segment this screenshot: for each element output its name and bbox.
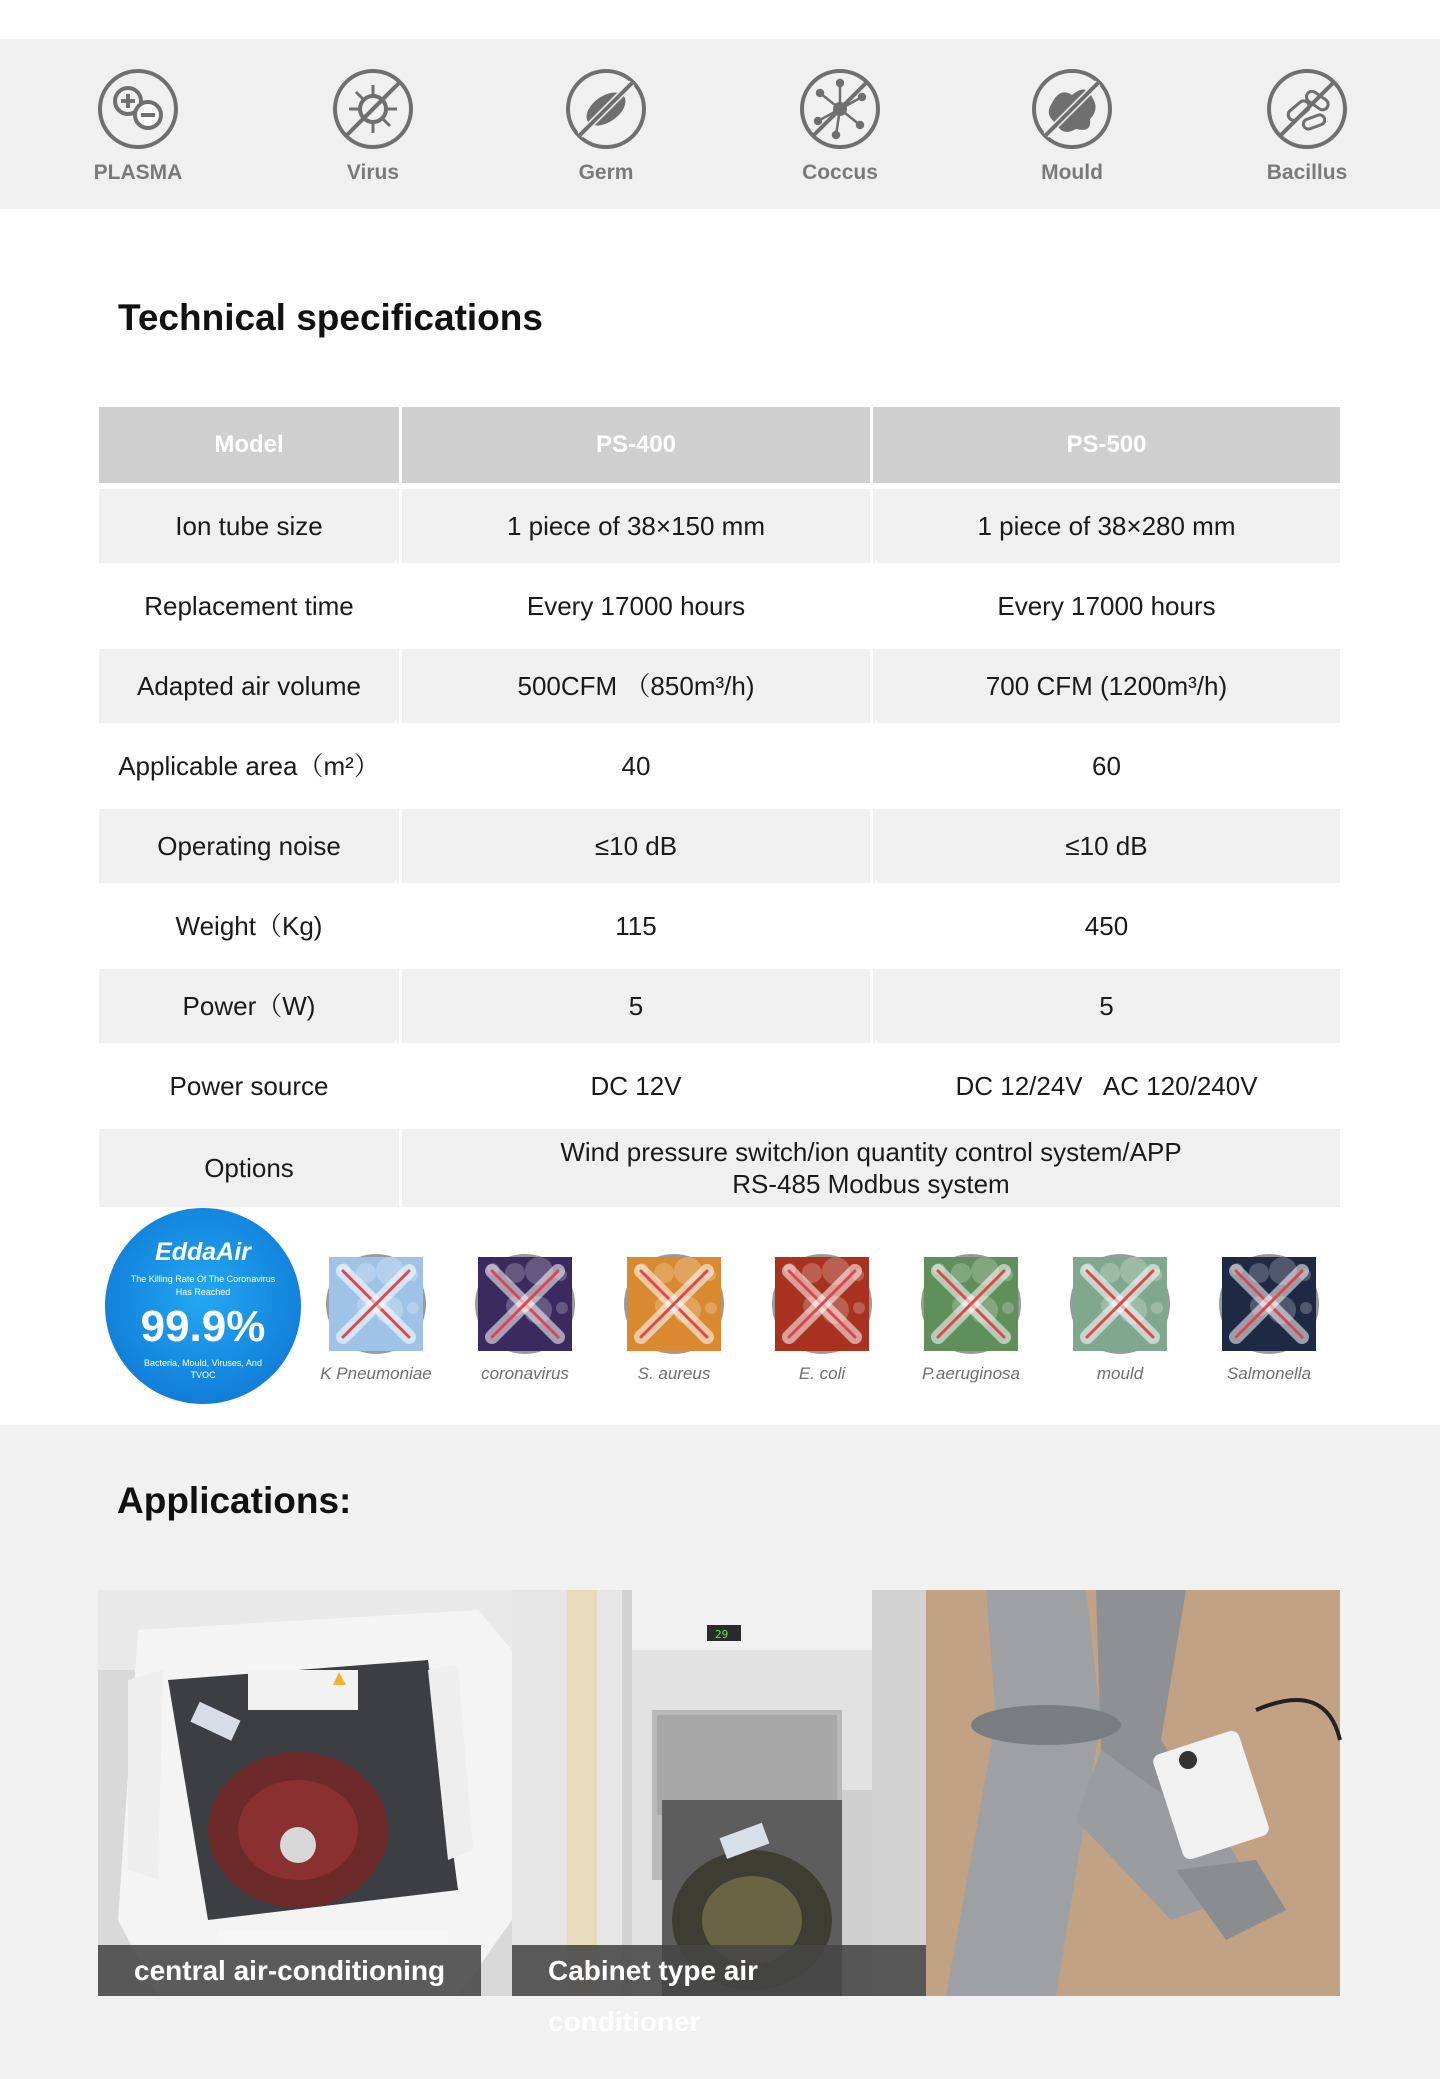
germ-item (747, 1254, 897, 1384)
germ-cross-icon (329, 1257, 423, 1351)
germ-image (772, 1254, 872, 1354)
germ-label: K Pneumoniae (320, 1364, 432, 1383)
spec-row (99, 649, 1340, 723)
pathogen-plasma (58, 67, 218, 185)
badge-footer: Bacteria, Mould, Viruses, And TVOC (144, 1358, 262, 1380)
spec-value-ps500: 1 piece of 38×280 mm (870, 489, 1340, 563)
germ-item (599, 1254, 749, 1384)
spec-row (99, 729, 1340, 803)
badge-brand-logo: EddaAir (155, 1238, 251, 1266)
spec-value-ps400: 5 (399, 969, 870, 1043)
spec-options-label: Options (99, 1129, 399, 1207)
germ-cross-icon (627, 1257, 721, 1351)
pathogen-label: Germ (578, 161, 634, 184)
photo-central-ac (98, 1590, 512, 1996)
svg-text:29: 29 (715, 1628, 729, 1641)
spec-value-ps500: 5 (870, 969, 1340, 1043)
plasma-icon (96, 67, 180, 151)
photo-duct (926, 1590, 1340, 1996)
spec-row-label: Power source (169, 1071, 329, 1101)
mould-icon (1030, 67, 1114, 151)
spec-row-label: Power（W) (99, 969, 399, 1043)
spec-options-value (399, 1129, 1340, 1207)
germ-item (896, 1254, 1046, 1384)
spec-row-label: Applicable area（m²） (118, 751, 380, 781)
cabinet-ac-image (512, 1590, 926, 1996)
germ-item (450, 1254, 600, 1384)
pathogen-virus (293, 67, 453, 185)
badge-subtitle: The Killing Rate Of The Coronavirus Has Reached (130, 1274, 276, 1297)
germ-image (1070, 1254, 1170, 1354)
spec-value-ps400: 40 (399, 729, 870, 803)
bacillus-icon (1265, 67, 1349, 151)
germ-icon (564, 67, 648, 151)
pathogen-coccus (760, 67, 920, 185)
spec-header-ps400: PS-400 (399, 407, 870, 483)
kill-rate-badge (105, 1208, 301, 1404)
germ-label: mould (1096, 1364, 1144, 1383)
germ-item (1045, 1254, 1195, 1384)
spec-row-label: Ion tube size (99, 489, 399, 563)
spec-row-label: Adapted air volume (99, 649, 399, 723)
badge-rate: 99.9% (140, 1302, 266, 1351)
spec-value-ps500: 450 (870, 889, 1340, 963)
germ-cross-icon (775, 1257, 869, 1351)
germ-cross-icon (1222, 1257, 1316, 1351)
virus-icon (331, 67, 415, 151)
central-ac-image (98, 1590, 512, 1996)
spec-title: Technical specifications (118, 297, 543, 338)
germ-cross-icon (478, 1257, 572, 1351)
duct-image (926, 1590, 1340, 1996)
coccus-icon (798, 67, 882, 151)
spec-row (99, 809, 1340, 883)
applications-title: Applications: (117, 1480, 352, 1521)
spec-row (99, 1049, 1340, 1123)
germ-image (624, 1254, 724, 1354)
spec-header-model: Model (99, 407, 399, 483)
spec-value-ps500: Every 17000 hours (870, 569, 1340, 643)
germ-label: coronavirus (481, 1364, 569, 1383)
germ-label: E. coli (798, 1364, 846, 1383)
spec-row (99, 889, 1340, 963)
spec-row-label: Operating noise (99, 809, 399, 883)
spec-value-ps500: ≤10 dB (870, 809, 1340, 883)
spec-table (99, 401, 1340, 1213)
spec-value-ps500: 700 CFM (1200m³/h) (870, 649, 1340, 723)
photo-caption: central air-conditioning (98, 1945, 481, 1996)
spec-value-ps400: 115 (399, 889, 870, 963)
pathogen-label: PLASMA (93, 161, 183, 184)
spec-header-ps500: PS-500 (870, 407, 1340, 483)
spec-row-label: Replacement time (144, 591, 354, 621)
germ-image (921, 1254, 1021, 1354)
spec-value-ps400: ≤10 dB (399, 809, 870, 883)
germ-image (475, 1254, 575, 1354)
spec-value-ps500: 60 (870, 729, 1340, 803)
germ-cross-icon (924, 1257, 1018, 1351)
germ-image (326, 1254, 426, 1354)
spec-value-ps400: DC 12V (399, 1049, 870, 1123)
pathogen-label: Virus (346, 161, 400, 184)
pathogen-label: Mould (1041, 161, 1103, 184)
spec-value-ps400: Every 17000 hours (399, 569, 870, 643)
spec-row (99, 569, 1340, 643)
germ-label: P.aeruginosa (922, 1364, 1020, 1383)
spec-value-ps400: 500CFM （850m³/h) (399, 649, 870, 723)
photo-caption: Cabinet type air conditioner (512, 1945, 926, 1996)
germ-label: Salmonella (1226, 1364, 1312, 1383)
spec-row-label: Weight（Kg) (175, 911, 323, 941)
spec-row (99, 489, 1340, 563)
spec-value-ps400: 1 piece of 38×150 mm (399, 489, 870, 563)
spec-options-line: Wind pressure switch/ion quantity control system/APP (560, 1137, 1182, 1167)
spec-row-options (99, 1129, 1340, 1207)
spec-options-line: RS-485 Modbus system (732, 1169, 1010, 1199)
pathogen-label: Coccus (802, 161, 878, 184)
photo-cabinet-ac (512, 1590, 926, 2037)
pathogen-mould (992, 67, 1152, 185)
pathogen-germ (526, 67, 686, 185)
spec-value-ps500: DC 12/24V AC 120/240V (870, 1049, 1340, 1123)
pathogen-icon-band (0, 39, 1440, 209)
pathogen-label: Bacillus (1266, 161, 1348, 184)
germ-item (301, 1254, 451, 1384)
pathogen-bacillus (1227, 67, 1387, 185)
germ-image (1219, 1254, 1319, 1354)
spec-row (99, 969, 1340, 1043)
germ-item (1194, 1254, 1344, 1384)
germ-cross-icon (1073, 1257, 1167, 1351)
germ-label: S. aureus (637, 1364, 711, 1383)
spec-header-row (99, 407, 1340, 483)
